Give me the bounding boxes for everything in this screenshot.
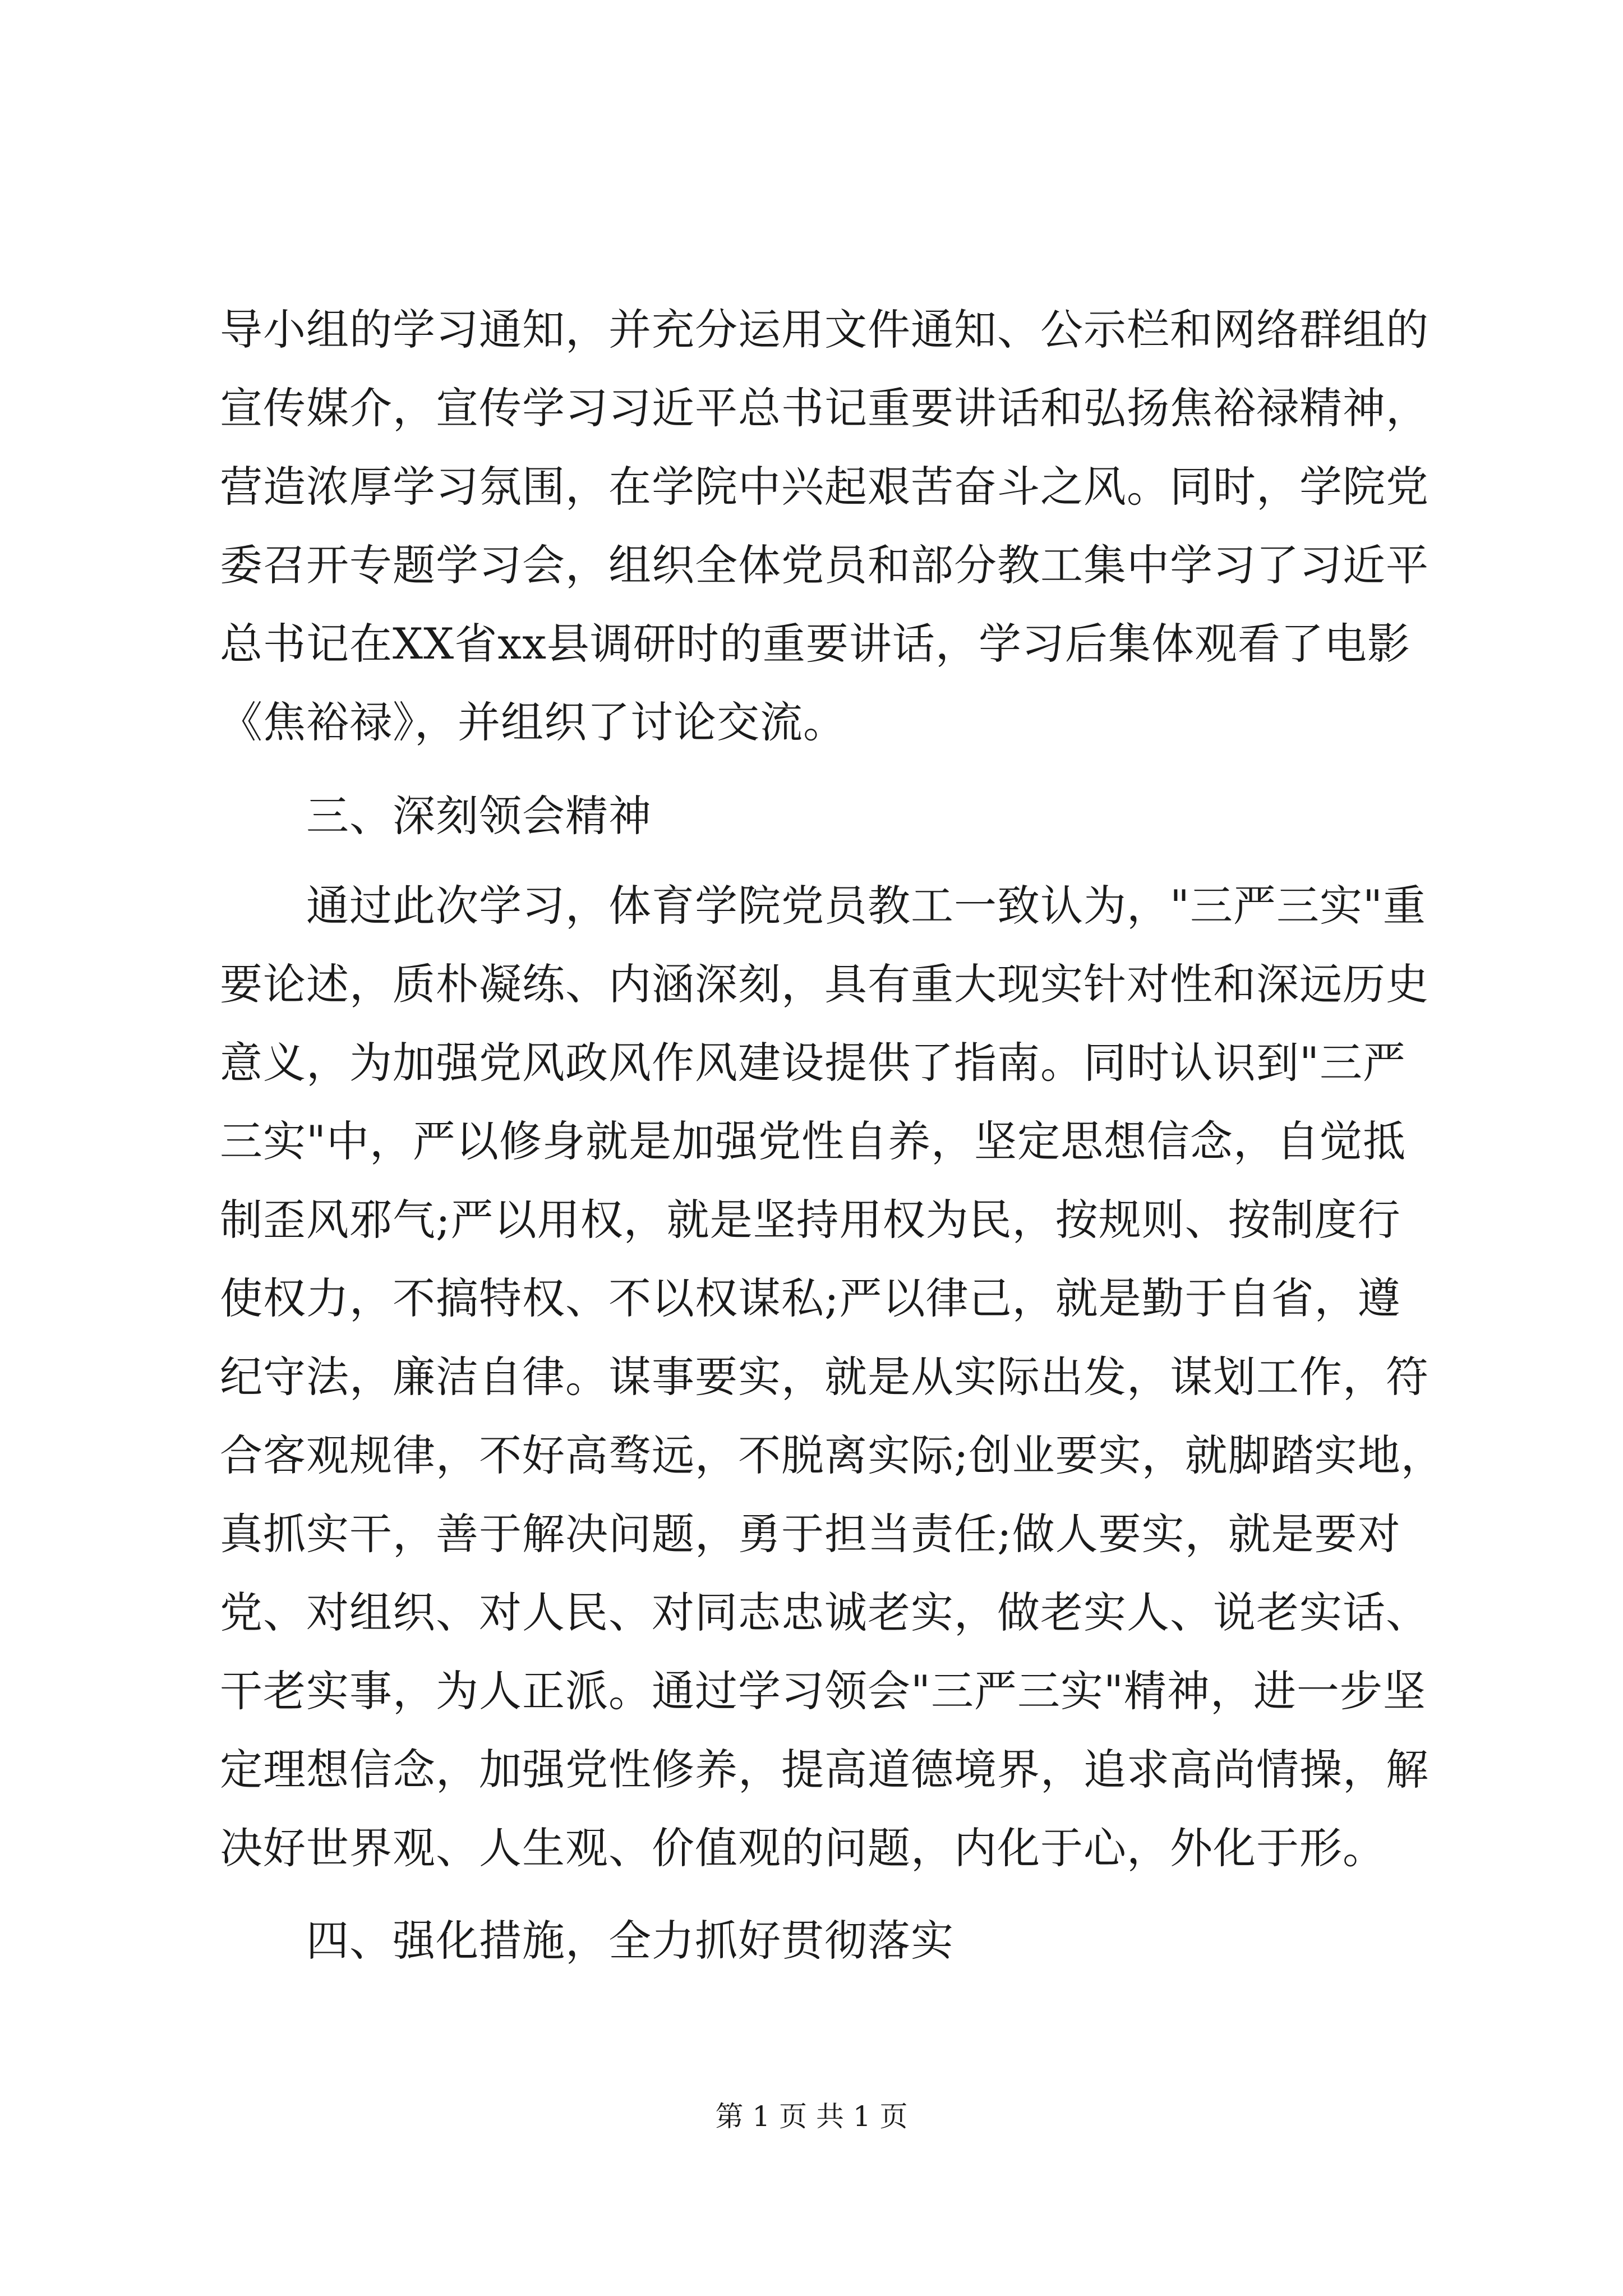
paragraph-line: 营造浓厚学习氛围，在学院中兴起艰苦奋斗之风。同时，学院党 — [220, 462, 1429, 512]
paragraph-line: 导小组的学习通知，并充分运用文件通知、公示栏和网络群组的 — [220, 305, 1429, 355]
paragraph-line: 三实"中，严以修身就是加强党性自养，坚定思想信念，自觉抵 — [220, 1116, 1406, 1166]
paragraph-line: 宣传媒介，宣传学习习近平总书记重要讲话和弘扬焦裕禄精神， — [220, 383, 1429, 433]
section-heading: 三、深刻领会精神 — [306, 791, 652, 841]
paragraph-line: 《焦裕禄》，并组织了讨论交流。 — [220, 697, 846, 747]
paragraph-line: 真抓实干，善于解决问题，勇于担当责任;做人要实，就是要对 — [220, 1509, 1401, 1559]
paragraph-line: 制歪风邪气;严以用权，就是坚持用权为民，按规则、按制度行 — [220, 1195, 1401, 1245]
paragraph-line: 意义，为加强党风政风作风建设提供了指南。同时认识到"三严 — [220, 1038, 1406, 1088]
paragraph-line: 要论述，质朴凝练、内涵深刻，具有重大现实针对性和深远历史 — [220, 959, 1429, 1009]
paragraph-line: 使权力，不搞特权、不以权谋私;严以律己，就是勤于自省，遵 — [220, 1273, 1401, 1323]
paragraph-line: 定理想信念，加强党性修养，提高道德境界，追求高尚情操，解 — [220, 1745, 1429, 1795]
paragraph-line: 党、对组织、对人民、对同志忠诚老实，做老实人、说老实话、 — [220, 1588, 1429, 1637]
paragraph-line: 合客观规律，不好高骛远，不脱离实际;创业要实，就脚踏实地， — [220, 1430, 1444, 1480]
section-heading: 四、强化措施，全力抓好贯彻落实 — [306, 1916, 954, 1966]
page-footer: 第 1 页 共 1 页 — [715, 2100, 908, 2133]
paragraph-line: 委召开专题学习会，组织全体党员和部分教工集中学习了习近平 — [220, 540, 1429, 590]
paragraph-line: 决好世界观、人生观、价值观的问题，内化于心，外化于形。 — [220, 1823, 1386, 1873]
paragraph-line: 通过此次学习，体育学院党员教工一致认为，"三严三实"重 — [306, 881, 1426, 931]
paragraph-line: 干老实事，为人正派。通过学习领会"三严三实"精神，进一步坚 — [220, 1666, 1426, 1716]
paragraph-line: 纪守法，廉洁自律。谋事要实，就是从实际出发，谋划工作，符 — [220, 1352, 1429, 1402]
paragraph-line: 总书记在XX省xx县调研时的重要讲话，学习后集体观看了电影 — [220, 619, 1410, 669]
